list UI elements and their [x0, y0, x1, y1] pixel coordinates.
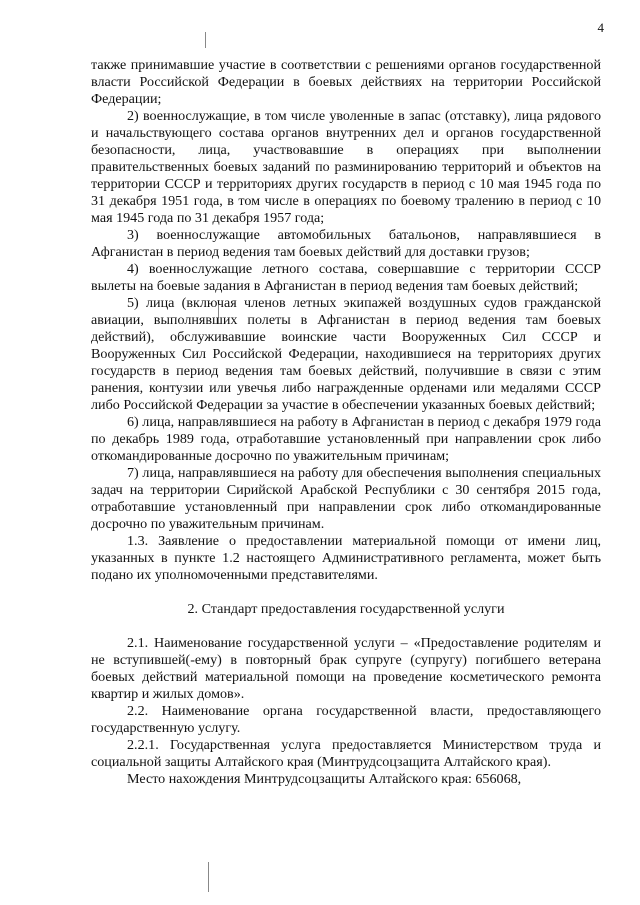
paragraph: 2.2. Наименование органа государственной власти, предоставляющего государственную услугу. [91, 703, 601, 736]
section-heading: 2. Стандарт предоставления государственной услуги [187, 601, 505, 617]
paragraph: 2.2.1. Государственная услуга предоставляется Министерством труда и социальной защиты Алтайского края (Минтрудсоцзащита Алтайского края). [91, 737, 601, 770]
paragraph: 6) лица, направлявшиеся на работу в Афганистан в период с декабря 1979 года по декабрь 1989 года, отработавшие установленный при направлении срок либо откомандированные досрочно по уважительным причинам; [91, 414, 601, 464]
paragraph: также принимавшие участие в соответствии с решениями органов государственной власти Российской Федерации в боевых действиях на территории Российской Федерации; [91, 57, 601, 107]
paragraph: 7) лица, направлявшиеся на работу для обеспечения выполнения специальных задач на территории Сирийской Арабской Республики с 30 сентября 2015 года, отработавшие установленный при направлении срок либо откомандированные досрочно по уважительным причинам. [91, 465, 601, 532]
scan-mark [205, 32, 206, 48]
scan-mark [208, 862, 209, 892]
paragraph: 2) военнослужащие, в том числе уволенные в запас (отставку), лица рядового и начальствующего состава органов внутренних дел и органов государственной безопасности, лица, участвовавшие в операциях при выполнении правительственных боевых заданий по разминированию территорий и объектов на территории СССР и территориях других государств в период с 10 мая 1945 года по 31 декабря 1951 года, в том числе в операциях по боевому тралению в период с 10 мая 1945 года по 31 декабря 1957 года; [91, 108, 601, 226]
paragraph: 2.1. Наименование государственной услуги – «Предоставление родителям и не вступившей(-ему) в повторный брак супруге (супругу) погибшего ветерана боевых действий материальной помощи на проведение косметического ремонта квартир и жилых домов». [91, 635, 601, 702]
paragraph: 1.3. Заявление о предоставлении материальной помощи от имени лиц, указанных в пункте 1.2 настоящего Административного регламента, может быть подано их уполномоченными представителями. [91, 533, 601, 583]
paragraph: 5) лица (включая членов летных экипажей воздушных судов гражданской авиации, выполнявших полеты в Афганистан в период ведения там боевых действий), обслуживавшие воинские части Вооруженных Сил СССР и Вооруженных Сил Российской Федерации, находившиеся на территориях других государств в период ведения там боевых действий, получившие в связи с этим ранения, контузии или увечья либо награжденные орденами или медалями СССР либо Российской Федерации за участие в обеспечении указанных боевых действий; [91, 295, 601, 413]
page-number: 4 [597, 20, 604, 35]
paragraph: 3) военнослужащие автомобильных батальонов, направлявшиеся в Афганистан в период ведения там боевых действий для доставки грузов; [91, 227, 601, 260]
paragraph: 4) военнослужащие летного состава, совершавшие с территории СССР вылеты на боевые задания в Афганистан в период ведения там боевых действий; [91, 261, 601, 294]
paragraph: Место нахождения Минтрудсоцзащиты Алтайского края: 656068, [127, 771, 522, 787]
document-body [91, 57, 601, 788]
